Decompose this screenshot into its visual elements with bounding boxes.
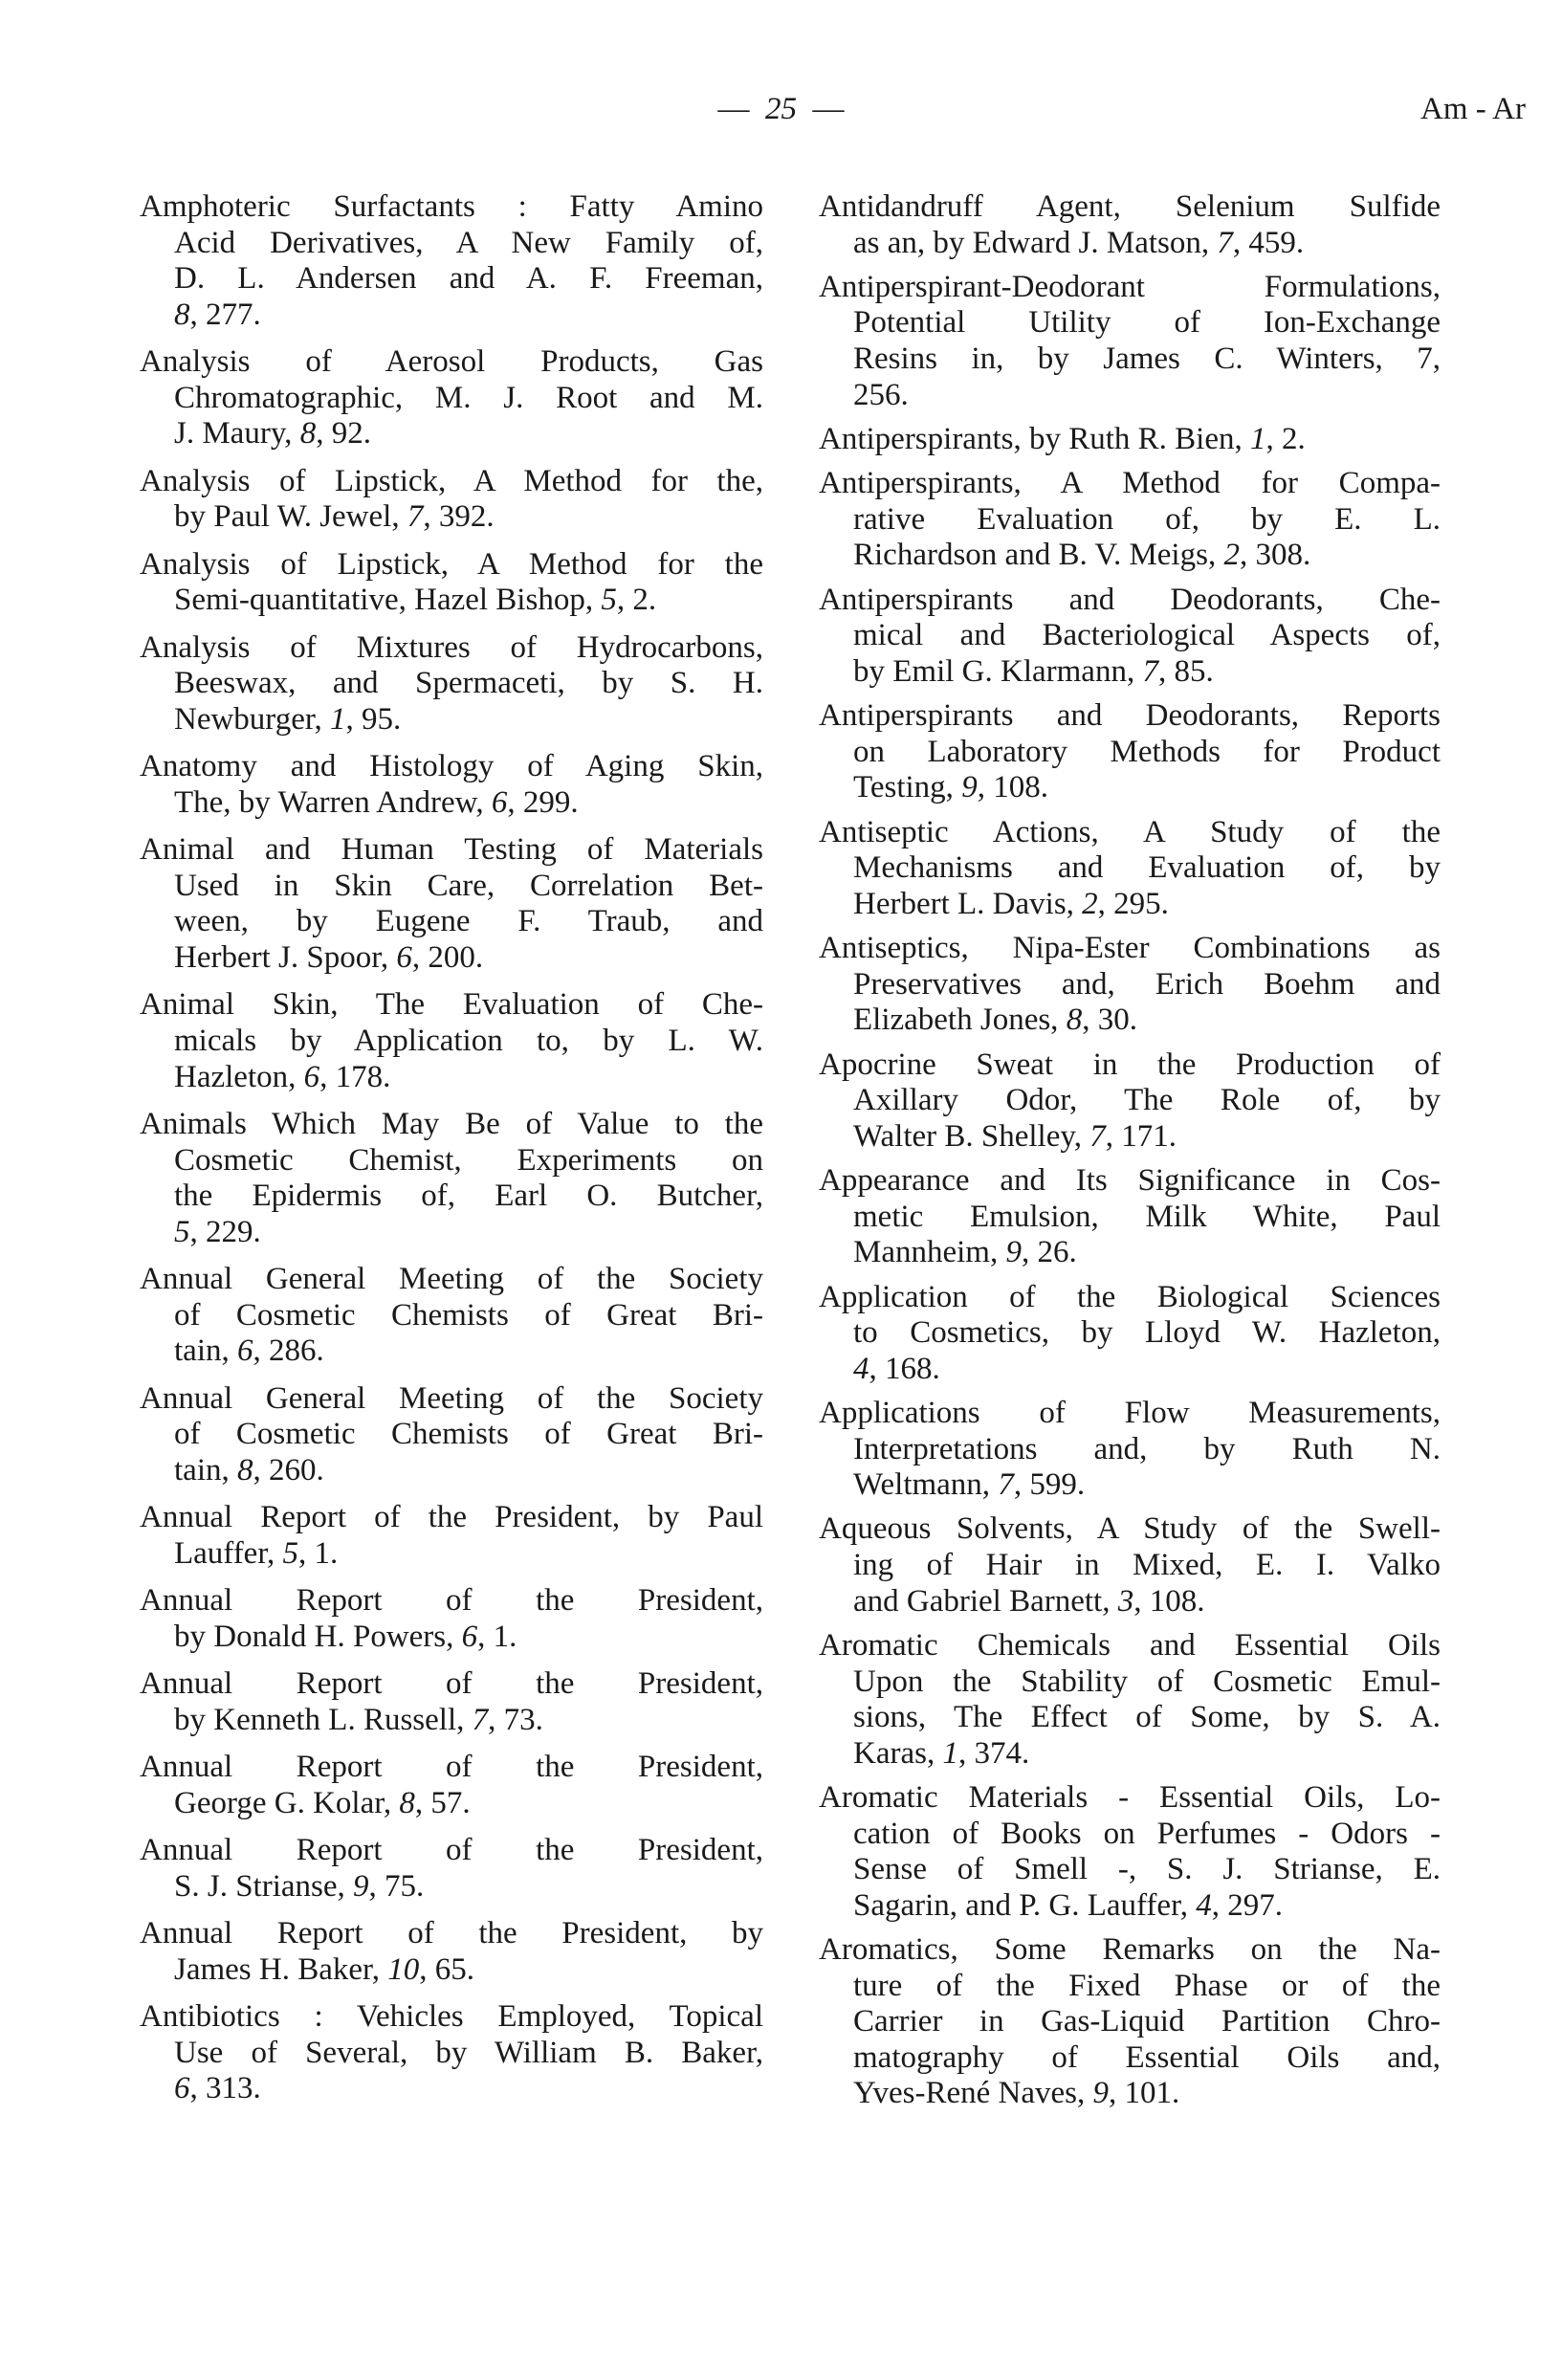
entry-citation-line	[853, 1584, 1441, 1620]
index-entry	[819, 1932, 1441, 2112]
index-entry	[819, 698, 1441, 806]
right-column	[819, 189, 1441, 2121]
index-entry	[140, 1500, 763, 1572]
volume-number: 6	[491, 784, 508, 820]
entry-line: Antidandruff Agent, Selenium Sulfide	[819, 189, 1441, 224]
entry-line: Antiperspirant-Deodorant Formulations,	[819, 269, 1441, 304]
volume-number: 6	[303, 1059, 320, 1094]
citation-text: as an, by Edward J. Matson,	[853, 225, 1218, 260]
citation-text: Sagarin, and P. G. Lauffer,	[853, 1887, 1197, 1923]
citation-text: The, by Warren Andrew,	[174, 784, 492, 820]
citation-text: , 108.	[1133, 1583, 1205, 1619]
index-entry	[140, 1666, 763, 1738]
citation-text: , 92.	[316, 416, 371, 452]
entry-citation-line	[853, 226, 1441, 262]
entry-citation-line	[174, 702, 763, 738]
entry-line: Annual Report of the President, by Paul	[140, 1500, 763, 1535]
entry-line: Aqueous Solvents, A Study of the Swell-	[819, 1511, 1441, 1547]
volume-number: 7	[1089, 1118, 1106, 1154]
entry-line: Anatomy and Histology of Aging Skin,	[140, 749, 763, 784]
page-number-value: 25	[765, 92, 797, 126]
volume-number: 10	[387, 1951, 420, 1987]
entry-line: Chromatographic, M. J. Root and M.	[174, 380, 763, 415]
entry-line: Potential Utility of Ion-Exchange	[853, 305, 1441, 341]
index-entry	[819, 466, 1441, 574]
entry-line: Axillary Odor, The Role of, by	[853, 1083, 1441, 1118]
citation-text: , 168.	[869, 1351, 940, 1386]
volume-number: 9	[353, 1868, 369, 1904]
entry-line: Aromatics, Some Remarks on the Na-	[819, 1932, 1441, 1968]
citation-text: Karas,	[853, 1735, 943, 1771]
entry-line: Annual General Meeting of the Society	[140, 1262, 763, 1297]
entry-line: ing of Hair in Mixed, E. I. Valko	[853, 1548, 1441, 1583]
entry-line: of Cosmetic Chemists of Great Bri-	[174, 1297, 763, 1333]
entry-line: ture of the Fixed Phase or of the	[853, 1968, 1441, 2003]
entry-line: Antiperspirants and Deodorants, Che-	[819, 582, 1441, 617]
citation-text: Antiperspirants, by Ruth R. Bien,	[819, 421, 1250, 456]
index-entry	[819, 422, 1441, 458]
index-entry	[140, 1750, 763, 1821]
entry-line: Amphoteric Surfactants : Fatty Amino	[140, 189, 763, 224]
entry-citation-line	[174, 1620, 763, 1656]
citation-text: , 260.	[253, 1452, 324, 1488]
citation-text: , 178.	[319, 1059, 391, 1094]
index-entry	[140, 547, 763, 619]
entry-citation-line	[819, 422, 1441, 458]
citation-text: , 392.	[423, 499, 495, 535]
citation-text: tain,	[174, 1452, 237, 1488]
entry-line: Cosmetic Chemist, Experiments on	[174, 1142, 763, 1178]
entry-citation-line	[174, 2071, 763, 2107]
entry-line: ween, by Eugene F. Traub, and	[174, 904, 763, 939]
citation-text: by Emil G. Klarmann,	[853, 653, 1143, 689]
volume-number: 8	[174, 297, 190, 332]
page-number	[0, 92, 1562, 127]
citation-text: James H. Baker,	[174, 1951, 388, 1987]
entry-line: Applications of Flow Measurements,	[819, 1395, 1441, 1430]
citation-text: , 30.	[1082, 1003, 1137, 1038]
entry-line: D. L. Andersen and A. F. Freeman,	[174, 261, 763, 297]
entry-citation-line	[853, 1888, 1441, 1925]
citation-text: , 299.	[507, 784, 579, 820]
volume-number: 7	[407, 499, 424, 535]
entry-citation-line	[174, 1060, 763, 1096]
entry-citation-line	[853, 1352, 1441, 1388]
volume-number: 2	[1223, 538, 1240, 573]
volume-number: 5	[601, 583, 617, 618]
entry-line: Annual Report of the President, by	[140, 1916, 763, 1951]
citation-text: by Paul W. Jewel,	[174, 499, 407, 535]
citation-text: Weltmann,	[853, 1467, 999, 1503]
entry-line: sions, The Effect of Some, by S. A.	[853, 1700, 1441, 1735]
entry-line: Annual Report of the President,	[140, 1583, 763, 1619]
entry-line: Resins in, by James C. Winters, 7,	[853, 342, 1441, 377]
citation-text: George G. Kolar,	[174, 1785, 400, 1820]
entry-line: Upon the Stability of Cosmetic Emul-	[853, 1664, 1441, 1699]
entry-line: Interpretations and, by Ruth N.	[853, 1431, 1441, 1466]
entry-citation-line	[174, 785, 763, 822]
citation-text: , 229.	[189, 1214, 261, 1249]
citation-text: , 2.	[616, 583, 657, 618]
volume-number: 2	[1082, 886, 1098, 921]
index-entry	[819, 583, 1441, 691]
entry-line: Animals Which May Be of Value to the	[140, 1107, 763, 1142]
index-entry	[819, 815, 1441, 923]
entry-citation-line	[853, 538, 1441, 574]
citation-text: , 57.	[414, 1785, 471, 1820]
volume-number: 8	[1066, 1003, 1083, 1038]
volume-number: 7	[472, 1702, 489, 1737]
volume-number: 4	[1196, 1887, 1212, 1923]
entry-citation-line	[174, 1536, 763, 1573]
entry-citation-line	[174, 1333, 763, 1370]
volume-number: 6	[396, 940, 412, 976]
entry-line: cation of Books on Perfumes - Odors -	[853, 1816, 1441, 1851]
index-entry	[819, 1163, 1441, 1271]
entry-line: micals by Application to, by L. W.	[174, 1024, 763, 1059]
citation-text: Richardson and B. V. Meigs,	[853, 538, 1224, 573]
entry-citation-line	[174, 298, 763, 334]
entry-line: of Cosmetic Chemists of Great Bri-	[174, 1417, 763, 1452]
entry-line: Antiseptic Actions, A Study of the	[819, 814, 1441, 849]
citation-text: Testing,	[853, 770, 962, 805]
citation-text: Lauffer,	[174, 1535, 283, 1571]
entry-citation-line	[853, 654, 1441, 691]
citation-text: Newburger,	[174, 701, 331, 737]
entry-line: metic Emulsion, Milk White, Paul	[853, 1199, 1441, 1234]
entry-line: Aromatic Chemicals and Essential Oils	[819, 1627, 1441, 1663]
dash: —	[812, 92, 845, 126]
entry-citation-line	[853, 1235, 1441, 1271]
index-entry	[819, 1511, 1441, 1620]
index-entry	[819, 1280, 1441, 1388]
index-entry	[140, 1381, 763, 1489]
volume-number: 6	[174, 2071, 190, 2106]
entry-citation-line	[174, 1703, 763, 1739]
entry-line: Annual Report of the President,	[140, 1750, 763, 1785]
citation-text: , 101.	[1109, 2076, 1180, 2111]
citation-text: tain,	[174, 1333, 237, 1369]
index-entry	[140, 1107, 763, 1250]
volume-number: 6	[236, 1333, 253, 1369]
entry-line: matography of Essential Oils and,	[853, 2039, 1441, 2075]
running-head: Am - Ar	[1420, 92, 1526, 126]
citation-text: , 95.	[345, 701, 402, 737]
citation-text: Herbert J. Spoor,	[174, 940, 397, 976]
entry-line: Application of the Biological Sciences	[819, 1279, 1441, 1314]
volume-number: 1	[942, 1735, 958, 1771]
citation-text: Elizabeth Jones,	[853, 1003, 1067, 1038]
citation-text: , 1.	[298, 1535, 339, 1571]
citation-text: , 313.	[189, 2071, 261, 2106]
entry-line: Annual Report of the President,	[140, 1666, 763, 1702]
citation-text: Herbert L. Davis,	[853, 886, 1083, 921]
citation-text: , 200.	[411, 940, 484, 976]
index-entry	[819, 1628, 1441, 1772]
citation-text: Mannheim,	[853, 1235, 1006, 1270]
citation-text: , 277.	[189, 297, 261, 332]
entry-line: Annual Report of the President,	[140, 1833, 763, 1868]
entry-citation-line	[174, 1869, 763, 1906]
citation-text: , 26.	[1021, 1235, 1077, 1270]
volume-number: 5	[282, 1535, 299, 1571]
entry-line: Antiseptics, Nipa-Ester Combinations as	[819, 931, 1441, 966]
index-entry	[140, 749, 763, 821]
citation-text: , 1.	[477, 1619, 517, 1654]
entry-line: Analysis of Aerosol Products, Gas	[140, 344, 763, 380]
entry-citation-line	[174, 499, 763, 536]
entry-citation-line	[853, 770, 1441, 806]
entry-line: Carrier in Gas-Liquid Partition Chro-	[853, 2004, 1441, 2039]
citation-text: , 308.	[1239, 538, 1311, 573]
entry-line: Mechanisms and Evaluation of, by	[853, 850, 1441, 886]
volume-number: 8	[236, 1452, 253, 1488]
volume-number: 9	[1092, 2076, 1110, 2111]
citation-text: Yves-René Naves,	[853, 2076, 1093, 2111]
entry-line: Antiperspirants, A Method for Compa-	[819, 466, 1441, 501]
entry-citation-line	[853, 1119, 1441, 1156]
left-column	[140, 189, 763, 2119]
entry-citation-line	[853, 1736, 1441, 1773]
citation-text: , 286.	[253, 1333, 324, 1369]
index-entry	[140, 189, 763, 333]
index-entry	[140, 1583, 763, 1655]
entry-citation-line	[174, 1952, 763, 1989]
volume-number: 3	[1117, 1583, 1134, 1619]
citation-text: by Kenneth L. Russell,	[174, 1702, 473, 1737]
entry-citation-line	[174, 583, 763, 619]
entry-line: Analysis of Lipstick, A Method for the,	[140, 463, 763, 498]
index-entry	[819, 1780, 1441, 1924]
citation-text: Hazleton,	[174, 1059, 304, 1094]
index-entry	[140, 1833, 763, 1905]
volume-number: 9	[1005, 1235, 1022, 1270]
citation-text: , 73.	[488, 1702, 543, 1737]
volume-number: 5	[174, 1214, 190, 1249]
entry-line: Beeswax, and Spermaceti, by S. H.	[174, 666, 763, 701]
index-entry	[140, 1262, 763, 1370]
index-entry	[140, 630, 763, 738]
entry-citation-line	[174, 1215, 763, 1251]
entry-line: Antibiotics : Vehicles Employed, Topical	[140, 1999, 763, 2035]
entry-line: Used in Skin Care, Correlation Bet-	[174, 868, 763, 903]
citation-text: , 599.	[1013, 1467, 1086, 1503]
volume-number: 7	[1142, 653, 1158, 689]
citation-text: Walter B. Shelley,	[853, 1118, 1090, 1154]
volume-number: 7	[998, 1467, 1014, 1503]
entry-citation-line	[853, 2076, 1441, 2112]
index-entry	[140, 832, 763, 976]
citation-text: , 108.	[977, 770, 1048, 805]
entry-line: mical and Bacteriological Aspects of,	[853, 618, 1441, 653]
citation-text: J. Maury,	[174, 416, 300, 452]
citation-text: , 85.	[1157, 653, 1214, 689]
entry-line: Use of Several, by William B. Baker,	[174, 2035, 763, 2070]
entry-line: rative Evaluation of, by E. L.	[853, 501, 1441, 537]
volume-number: 1	[1249, 421, 1266, 456]
citation-text: Semi-quantitative, Hazel Bishop,	[174, 583, 602, 618]
index-entry	[819, 189, 1441, 261]
entry-line: the Epidermis of, Earl O. Butcher,	[174, 1179, 763, 1214]
volume-number: 6	[461, 1619, 478, 1654]
citation-text: by Donald H. Powers,	[174, 1619, 462, 1654]
entry-line: Animal and Human Testing of Materials	[140, 832, 763, 868]
entry-citation-line	[853, 1467, 1441, 1504]
entry-line: Annual General Meeting of the Society	[140, 1380, 763, 1416]
entry-line: Aromatic Materials - Essential Oils, Lo-	[819, 1779, 1441, 1815]
volume-number: 8	[399, 1785, 415, 1820]
entry-citation-line	[174, 416, 763, 452]
index-entry	[819, 1047, 1441, 1156]
volume-number: 4	[853, 1351, 869, 1386]
dash: —	[717, 92, 750, 126]
citation-text: , 459.	[1232, 225, 1305, 260]
entry-line: Acid Derivatives, A New Family of,	[174, 225, 763, 260]
entry-citation-line	[174, 940, 763, 977]
entry-citation-line	[853, 378, 1441, 414]
index-entry	[140, 1916, 763, 1988]
citation-text: , 297.	[1211, 1887, 1283, 1923]
volume-number: 9	[961, 770, 978, 805]
index-entry	[140, 1999, 763, 2107]
entry-line: on Laboratory Methods for Product	[853, 734, 1441, 769]
volume-number: 1	[330, 701, 346, 737]
entry-line: Sense of Smell -, S. J. Strianse, E.	[853, 1852, 1441, 1887]
citation-text: , 171.	[1105, 1118, 1177, 1154]
citation-text: , 295.	[1097, 886, 1169, 921]
citation-text: , 65.	[419, 1951, 474, 1987]
entry-line: to Cosmetics, by Lloyd W. Hazleton,	[853, 1315, 1441, 1351]
entry-line: Analysis of Lipstick, A Method for the	[140, 546, 763, 582]
index-entry	[819, 1396, 1441, 1504]
index-entry	[140, 987, 763, 1095]
volume-number: 8	[299, 416, 317, 452]
citation-text: , 374.	[957, 1735, 1030, 1771]
entry-citation-line	[853, 887, 1441, 923]
entry-line: Preservatives and, Erich Boehm and	[853, 966, 1441, 1002]
index-entry	[819, 931, 1441, 1039]
citation-text: S. J. Strianse,	[174, 1868, 354, 1904]
entry-citation-line	[853, 1003, 1441, 1039]
entry-line: Apocrine Sweat in the Production of	[819, 1047, 1441, 1082]
entry-line: Analysis of Mixtures of Hydrocarbons,	[140, 629, 763, 665]
citation-text: and Gabriel Barnett,	[853, 1583, 1118, 1619]
index-entry	[819, 270, 1441, 413]
entry-line: Appearance and Its Significance in Cos-	[819, 1163, 1441, 1199]
entry-line: Antiperspirants and Deodorants, Reports	[819, 698, 1441, 734]
entry-citation-line	[174, 1453, 763, 1489]
volume-number: 7	[1217, 225, 1233, 260]
index-entry	[140, 464, 763, 536]
entry-line: Animal Skin, The Evaluation of Che-	[140, 987, 763, 1023]
citation-text: , 2.	[1265, 421, 1306, 456]
citation-text: 256.	[853, 377, 909, 412]
index-entry	[140, 344, 763, 452]
citation-text: , 75.	[368, 1868, 425, 1904]
entry-citation-line	[174, 1786, 763, 1822]
